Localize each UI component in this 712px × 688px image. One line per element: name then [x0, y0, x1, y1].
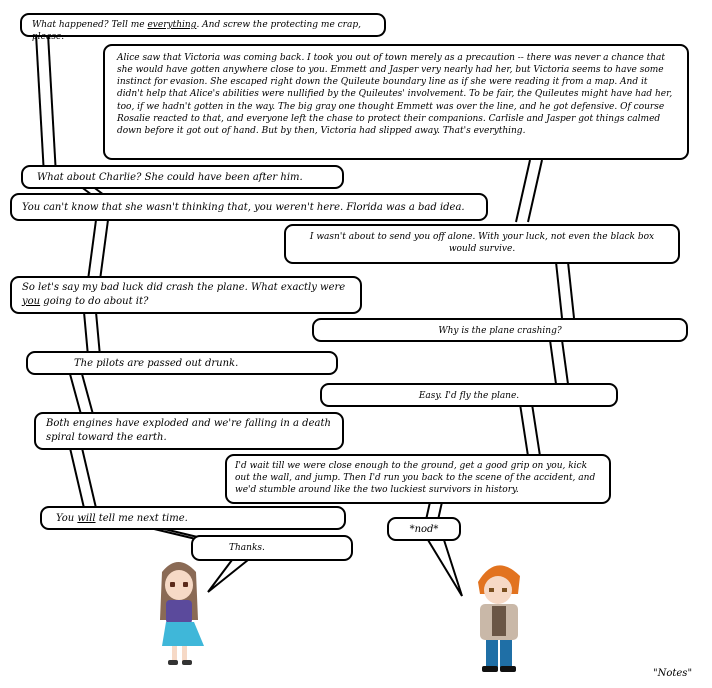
- bella-leg-right: [182, 646, 187, 662]
- bubble-text: The pilots are passed out drunk.: [74, 358, 239, 369]
- bella-shoe-right: [182, 660, 192, 665]
- speech-bubble-b2: [103, 44, 689, 160]
- bubble-text-pre: So let's say my bad luck did crash the plane. What exactly were: [22, 282, 346, 293]
- tail-b6: [84, 312, 88, 356]
- bubble-text-emphasis: you: [22, 295, 41, 307]
- bubble-text: You can't know that she wasn't thinking that, you weren't here. Florida was a bad idea.: [22, 202, 465, 213]
- bella-leg-left: [172, 646, 177, 662]
- bubble-text-emphasis: will: [77, 513, 96, 524]
- bella-skirt: [162, 622, 204, 646]
- bubble-text-post: . And screw the protecting me crap, please.: [32, 20, 361, 43]
- edward-face: [484, 576, 512, 604]
- bubble-text: Easy. I'd fly the plane.: [418, 391, 520, 401]
- bubble-text: Alice saw that Victoria was coming back. I took you out of town merely as a precaution -- there was never a chance that she would have gotten anywhere close to you. Emmett and Jasper very nearly had her, but Victoria seems to have some instinct for evasion. She escaped right down the Quileute boundary line as if she were reading it from a map. And it didn't help that Alice's abilities were nullified by the Quileutes' involvement. To be fair, the Quileutes might have had her, too, if we hadn't gotten in the way. The big gray one thought Emmett was over the line, and he got defensive. Of course Rosalie reacted to that, and everyone left the chase to protect their companions. Carlisle and Jasper got things calmed down before it got out of hand. But by then, Victoria had slipped away. That's everything.: [117, 53, 673, 136]
- speech-bubble-b1: [20, 13, 386, 43]
- tail-b14: [208, 560, 248, 592]
- bubble-text-pre: What happened? Tell me: [32, 20, 148, 30]
- tail-b5: [556, 262, 562, 318]
- bubble-text-pre: You: [56, 513, 78, 524]
- speech-bubble-b10: [34, 412, 344, 450]
- tail-b10: [70, 448, 84, 508]
- bubble-text: *nod*: [409, 524, 439, 535]
- edward-pants-left: [486, 640, 498, 668]
- tail-b13: [428, 540, 462, 596]
- bella-eye-left: [170, 582, 175, 587]
- speech-bubble-b13: [387, 517, 461, 541]
- bubble-text: Both engines have exploded and we're falling in a death spiral toward the earth.: [46, 418, 331, 443]
- speech-bubble-b6: [10, 276, 362, 314]
- bella-character: [160, 562, 204, 665]
- tail-b6b: [96, 312, 100, 356]
- bella-shoe-left: [168, 660, 178, 665]
- bubble-text: I wasn't about to send you off alone. With your luck, not even the black box would survive.: [309, 232, 655, 255]
- speech-bubble-b14: [191, 535, 353, 561]
- speech-bubble-b3: [21, 165, 344, 189]
- edward-shoe-left: [482, 666, 498, 672]
- edward-character: [478, 565, 520, 672]
- tail-b4: [88, 220, 96, 280]
- edward-eye-left: [489, 588, 494, 592]
- tail-b10b: [82, 448, 96, 508]
- speech-bubble-b5: [284, 224, 680, 264]
- speech-bubble-b7: [312, 318, 688, 342]
- edward-eye-right: [502, 588, 507, 592]
- tail-b9: [520, 404, 528, 456]
- bubble-text-post: tell me next time.: [95, 513, 188, 524]
- speech-bubble-b12: [40, 506, 346, 530]
- tail-b2: [516, 160, 530, 222]
- bella-eye-right: [183, 582, 188, 587]
- speech-bubble-b4: [10, 193, 488, 221]
- tail-b2b: [528, 160, 542, 222]
- tail-b5b: [568, 262, 574, 318]
- bubble-text-post: going to do about it?: [40, 295, 149, 307]
- bubble-text: Why is the plane crashing?: [438, 326, 562, 336]
- tail-b1b: [48, 34, 56, 175]
- bubble-text-emphasis: everything: [147, 20, 197, 30]
- edward-pants-right: [500, 640, 512, 668]
- tail-b7: [550, 340, 556, 384]
- tail-b7b: [562, 340, 568, 384]
- speech-bubble-b8: [26, 351, 338, 375]
- edward-shoe-right: [500, 666, 516, 672]
- speech-bubble-b9: [320, 383, 618, 407]
- bubble-text: Thanks.: [229, 543, 265, 553]
- tail-b4b: [100, 220, 108, 280]
- bubble-text: I'd wait till we were close enough to the ground, get a good grip on you, kick out the wall, and jump. Then I'd run you back to the scene of the accident, and we'd stumble around like the two luckiest survivors in history.: [235, 461, 596, 496]
- edward-shirt: [492, 606, 506, 636]
- bubble-text: What about Charlie? She could have been after him.: [37, 172, 303, 183]
- notes-label: "Notes": [653, 668, 693, 679]
- bella-top: [166, 600, 192, 624]
- tail-b9b: [532, 404, 540, 456]
- tail-b1: [36, 34, 44, 175]
- bella-face: [165, 570, 193, 600]
- speech-bubble-b11: [225, 454, 611, 504]
